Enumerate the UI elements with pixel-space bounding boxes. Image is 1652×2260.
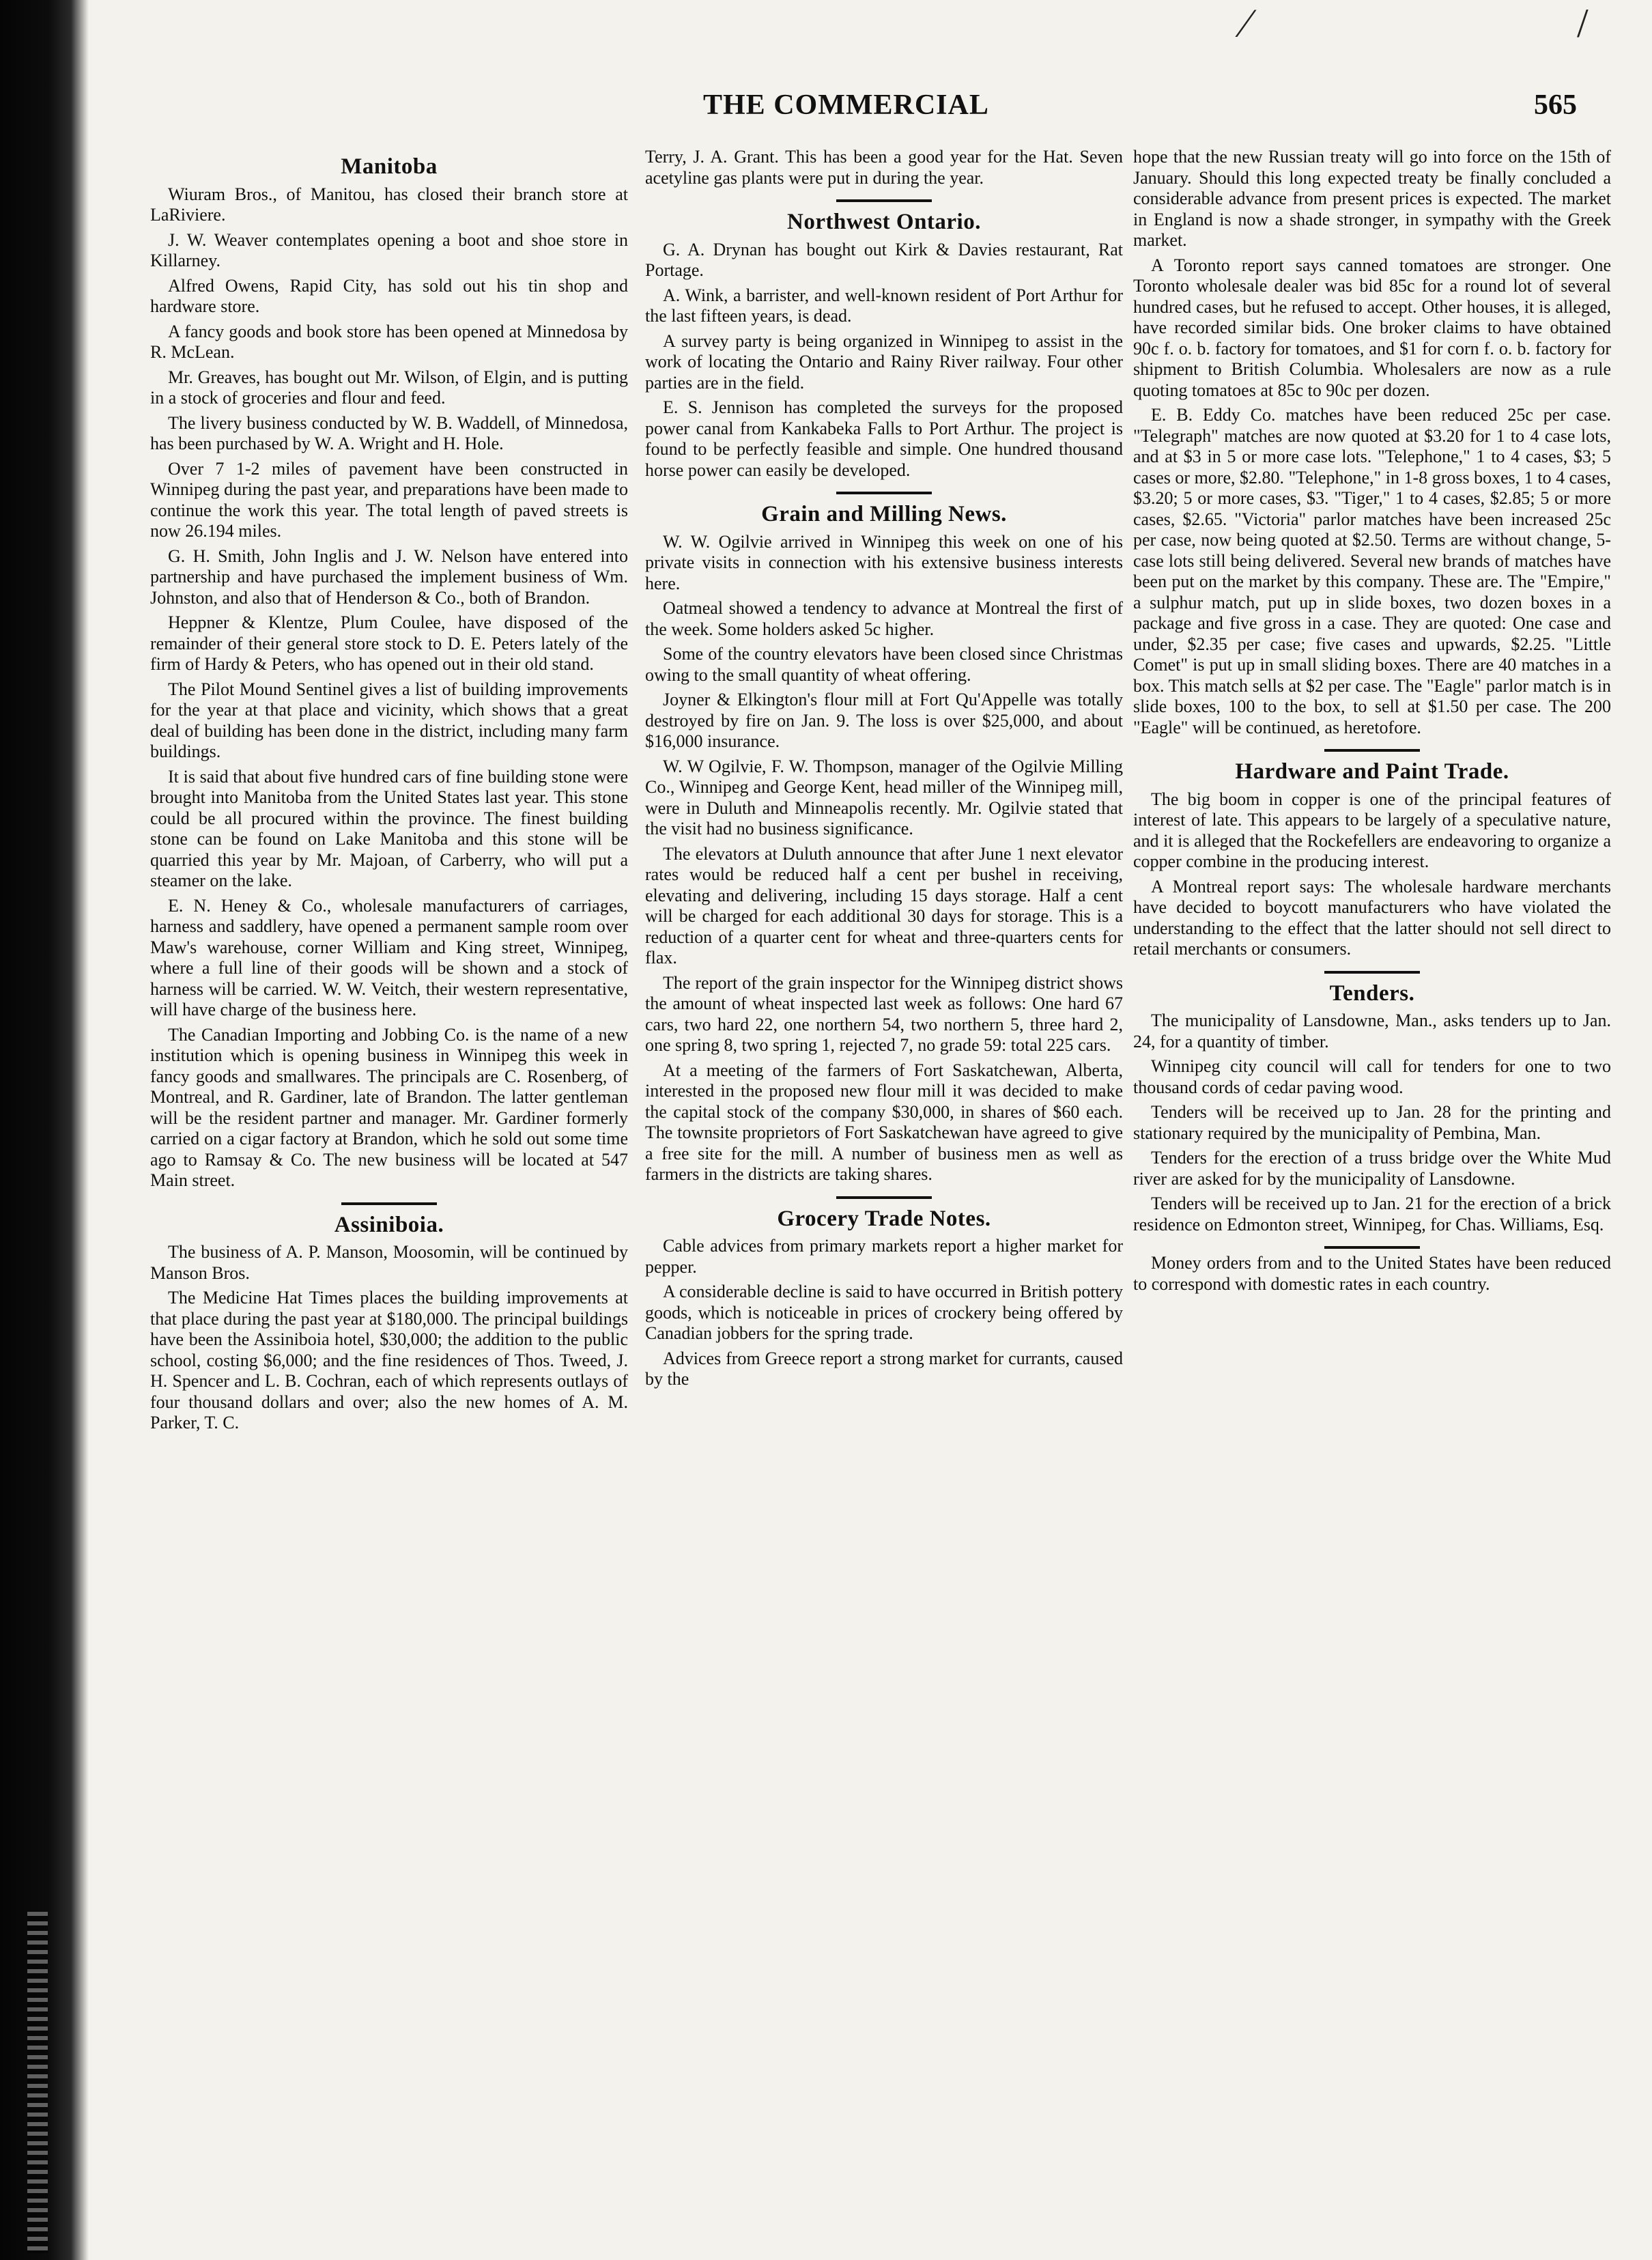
column-2: [645, 147, 1123, 1394]
section-divider: [836, 1196, 932, 1199]
news-paragraph: G. A. Drynan has bought out Kirk & Davies restaurant, Rat Portage.: [645, 239, 1123, 280]
news-paragraph: Alfred Owens, Rapid City, has sold out his tin shop and hardware store.: [150, 275, 628, 316]
news-paragraph: Cable advices from primary markets report a higher market for pepper.: [645, 1236, 1123, 1277]
section-divider: [341, 1202, 437, 1205]
news-paragraph: Over 7 1-2 miles of pavement have been constructed in Winnipeg during the past year, and preparations have been made to continue the work this year. The total length of paved streets is now 26.194 miles.: [150, 458, 628, 541]
news-paragraph: Mr. Greaves, has bought out Mr. Wilson, of Elgin, and is putting in a stock of groceries and flour and feed.: [150, 367, 628, 408]
pencil-mark: /: [1577, 1, 1589, 46]
news-paragraph: E. S. Jennison has completed the surveys for the proposed power canal from Kankabeka Falls to Port Arthur. The project is found to be perfectly feasible and simple. One hundred thousand horse power can easily be developed.: [645, 397, 1123, 480]
news-paragraph: The Pilot Mound Sentinel gives a list of building improvements for the year at that place and vicinity, which shows that a great deal of building has been done in the district, including many farm buildings.: [150, 679, 628, 761]
news-paragraph: Tenders for the erection of a truss bridge over the White Mud river are asked for by the municipality of Lansdowne.: [1133, 1148, 1611, 1189]
news-paragraph: E. B. Eddy Co. matches have been reduced 25c per case. "Telegraph" matches are now quoted at $3.20 for 1 to 4 case lots, and at $3 in 5 or more case lots. "Telephone," 1 to 4 cases, $3; 5 cases or more, $2.80. "Telephone," in 1-8 gross boxes, 1 to 4 cases, $3.20; 5 or more cases, $3. "Tiger," 1 to 4 cases, $2.85; 5 or more cases, $2.65. "Victoria" parlor matches have been increased 25c per case, now being quoted at $2.50. Terms are without change, 5-case lots still being delivered. Several new brands of matches have been put on the market by this company. These are. The "Empire," a sulphur match, put up in slide boxes, two dozen boxes in a package and five gross in a case. They are quoted: One case and under, $2.35 per case; five cases and upwards, $2.25. "Little Comet" is put up in small sliding boxes. There are 40 matches in a box. This match sells at $2 per case. The "Eagle" parlor match is in slide boxes, 100 to the box, to sell at $1.50 per case. The 200 "Eagle" will be continued, as heretofore.: [1133, 405, 1611, 737]
news-paragraph: A considerable decline is said to have occurred in British pottery goods, which is noticeable in prices of crockery being offered by Canadian jobbers for the spring trade.: [645, 1282, 1123, 1343]
section-heading: Northwest Ontario.: [787, 210, 981, 234]
news-paragraph: Advices from Greece report a strong market for currants, caused by the: [645, 1348, 1123, 1389]
news-paragraph: It is said that about five hundred cars of fine building stone were brought into Manitoba from the United States last year. This stone could be all procured within the province. The finest building stone can be found on Lake Manitoba and this stone will be quarried this year by Mr. Majoan, of Carberry, who will put a steamer on the lake.: [150, 766, 628, 890]
section-heading: Hardware and Paint Trade.: [1235, 759, 1509, 784]
news-paragraph: W. W Ogilvie, F. W. Thompson, manager of the Ogilvie Milling Co., Winnipeg and George Kent, head miller of the Winnipeg mill, were in Duluth and Minneapolis recently. Mr. Ogilvie stated that the visit had no business significance.: [645, 756, 1123, 838]
news-paragraph: Money orders from and to the United States have been reduced to correspond with domestic rates in each country.: [1133, 1253, 1611, 1294]
news-paragraph: The business of A. P. Manson, Moosomin, will be continued by Manson Bros.: [150, 1242, 628, 1283]
news-paragraph: A survey party is being organized in Winnipeg to assist in the work of locating the Ontario and Rainy River railway. Four other parties are in the field.: [645, 330, 1123, 393]
book-spine-shadow: [0, 0, 89, 2260]
section-heading: Assiniboia.: [334, 1212, 444, 1237]
news-paragraph: A. Wink, a barrister, and well-known resident of Port Arthur for the last fifteen years, is dead.: [645, 285, 1123, 326]
news-paragraph: E. N. Heney & Co., wholesale manufacturers of carriages, harness and saddlery, have opened a permanent sample room over Maw's warehouse, corner William and King street, Winnipeg, where a full line of their goods will be shown and a stock of harness will be carried. W. W. Veitch, their western representative, will have charge of the business here.: [150, 895, 628, 1019]
section-heading: Grocery Trade Notes.: [777, 1206, 991, 1231]
news-paragraph: Heppner & Klentze, Plum Coulee, have disposed of the remainder of their general store stock to D. E. Peters lately of the firm of Hardy & Peters, who has opened out in their old stand.: [150, 612, 628, 674]
section-heading: Grain and Milling News.: [761, 502, 1007, 526]
news-paragraph: Tenders will be received up to Jan. 21 for the erection of a brick residence on Edmonton street, Winnipeg, for Chas. Williams, Esq.: [1133, 1193, 1611, 1234]
section-divider: [1324, 971, 1420, 974]
pencil-mark: ⁄: [1242, 1, 1250, 46]
column-3: [1133, 147, 1611, 1299]
news-paragraph: A fancy goods and book store has been opened at Minnedosa by R. McLean.: [150, 321, 628, 362]
section-heading: Tenders.: [1329, 980, 1415, 1006]
section-divider: [1324, 749, 1420, 752]
news-paragraph: Terry, J. A. Grant. This has been a good year for the Hat. Seven acetyline gas plants were put in during the year.: [645, 147, 1123, 188]
news-paragraph: Wiuram Bros., of Manitou, has closed their branch store at LaRiviere.: [150, 184, 628, 225]
publication-title: THE COMMERCIAL: [703, 89, 989, 121]
news-paragraph: Winnipeg city council will call for tenders for one to two thousand cords of cedar paving wood.: [1133, 1056, 1611, 1097]
news-paragraph: The report of the grain inspector for the Winnipeg district shows the amount of wheat inspected last week as follows: One hard 67 cars, two hard 22, one northern 54, two northern 5, three hard 2, one spring 8, two spring 1, rejected 7, no grade 59: total 225 cars.: [645, 972, 1123, 1055]
news-paragraph: W. W. Ogilvie arrived in Winnipeg this week on one of his private visits in connection with his extensive business interests here.: [645, 531, 1123, 593]
news-paragraph: hope that the new Russian treaty will go into force on the 15th of January. Should this long expected treaty be finally concluded a considerable advance from present prices is expected. The market in England is now a shade stronger, in sympathy with the Greek market.: [1133, 147, 1611, 250]
news-paragraph: Joyner & Elkington's flour mill at Fort Qu'Appelle was totally destroyed by fire on Jan. 9. The loss is over $25,000, and about $16,000 insurance.: [645, 690, 1123, 751]
page-number: 565: [1534, 89, 1577, 121]
news-paragraph: G. H. Smith, John Inglis and J. W. Nelson have entered into partnership and have purchased the implement business of Wm. Johnston, and also that of Henderson & Co., both of Brandon.: [150, 546, 628, 608]
news-paragraph: A Montreal report says: The wholesale hardware merchants have decided to boycott manufacturers who have violated the understanding to the effect that the latter should not sell direct to retail merchants or consumers.: [1133, 876, 1611, 959]
news-paragraph: A Toronto report says canned tomatoes are stronger. One Toronto wholesale dealer was bid 85c for a round lot of several hundred cases, but he refused to accept. Other houses, it is alleged, have recorded similar bids. One broker claims to have obtained 90c f. o. b. factory for tomatoes, and $1 for corn f. o. b. factory for shipment to British Columbia. Wholesalers are now as a rule quoting tomatoes at 85c to 90c per dozen.: [1133, 255, 1611, 400]
news-paragraph: J. W. Weaver contemplates opening a boot and shoe store in Killarney.: [150, 229, 628, 270]
news-paragraph: The municipality of Lansdowne, Man., asks tenders up to Jan. 24, for a quantity of timber.: [1133, 1011, 1611, 1051]
news-paragraph: Oatmeal showed a tendency to advance at Montreal the first of the week. Some holders asked 5c higher.: [645, 598, 1123, 639]
section-heading: Manitoba: [341, 154, 438, 179]
news-paragraph: The livery business conducted by W. B. Waddell, of Minnedosa, has been purchased by W. A. Wright and H. Hole.: [150, 412, 628, 453]
news-paragraph: At a meeting of the farmers of Fort Saskatchewan, Alberta, interested in the proposed new flour mill it was decided to make the capital stock of the company $30,000, in shares of $60 each. The townsite proprietors of Fort Saskatchewan have agreed to give a free site for the mill. A number of business men as well as farmers in the districts are taking shares.: [645, 1060, 1123, 1184]
section-divider: [836, 199, 932, 202]
column-1: [150, 147, 628, 1438]
news-paragraph: Tenders will be received up to Jan. 28 for the printing and stationary required by the municipality of Pembina, Man.: [1133, 1102, 1611, 1143]
section-divider: [1324, 1246, 1420, 1249]
news-paragraph: The big boom in copper is one of the principal features of interest of late. This appears to be largely of a speculative nature, and it is alleged that the Rockefellers are endeavoring to organize a copper combine in the producing interest.: [1133, 789, 1611, 871]
section-divider: [836, 492, 932, 494]
news-paragraph: Some of the country elevators have been closed since Christmas owing to the small quantity of wheat offering.: [645, 644, 1123, 685]
news-paragraph: The elevators at Duluth announce that after June 1 next elevator rates would be reduced half a cent per bushel in receiving, elevating and delivering, including 15 days storage. Half a cent will be charged for each additional 30 days for storage. This is a reduction of a quarter cent for wheat and three-quarters cents for flax.: [645, 843, 1123, 967]
news-paragraph: The Medicine Hat Times places the building improvements at that place during the past year at $180,000. The principal buildings have been the Assiniboia hotel, $30,000; the addition to the public school, costing $6,000; and the fine residences of Thos. Tweed, J. H. Spencer and L. B. Cochran, each of which represents outlays of four thousand dollars and over; also the new homes of A. M. Parker, T. C.: [150, 1288, 628, 1432]
page-header: [703, 89, 1632, 130]
news-paragraph: The Canadian Importing and Jobbing Co. is the name of a new institution which is opening business in Winnipeg this week in fancy goods and smallwares. The principals are C. Rosenberg, of Montreal, and R. Gardiner, late of Brandon. The latter gentleman will be the resident partner and manager. Mr. Gardiner formerly carried on a cigar factory at Brandon, which he sold out some time ago to Ramsay & Co. The new business will be located at 547 Main street.: [150, 1024, 628, 1190]
